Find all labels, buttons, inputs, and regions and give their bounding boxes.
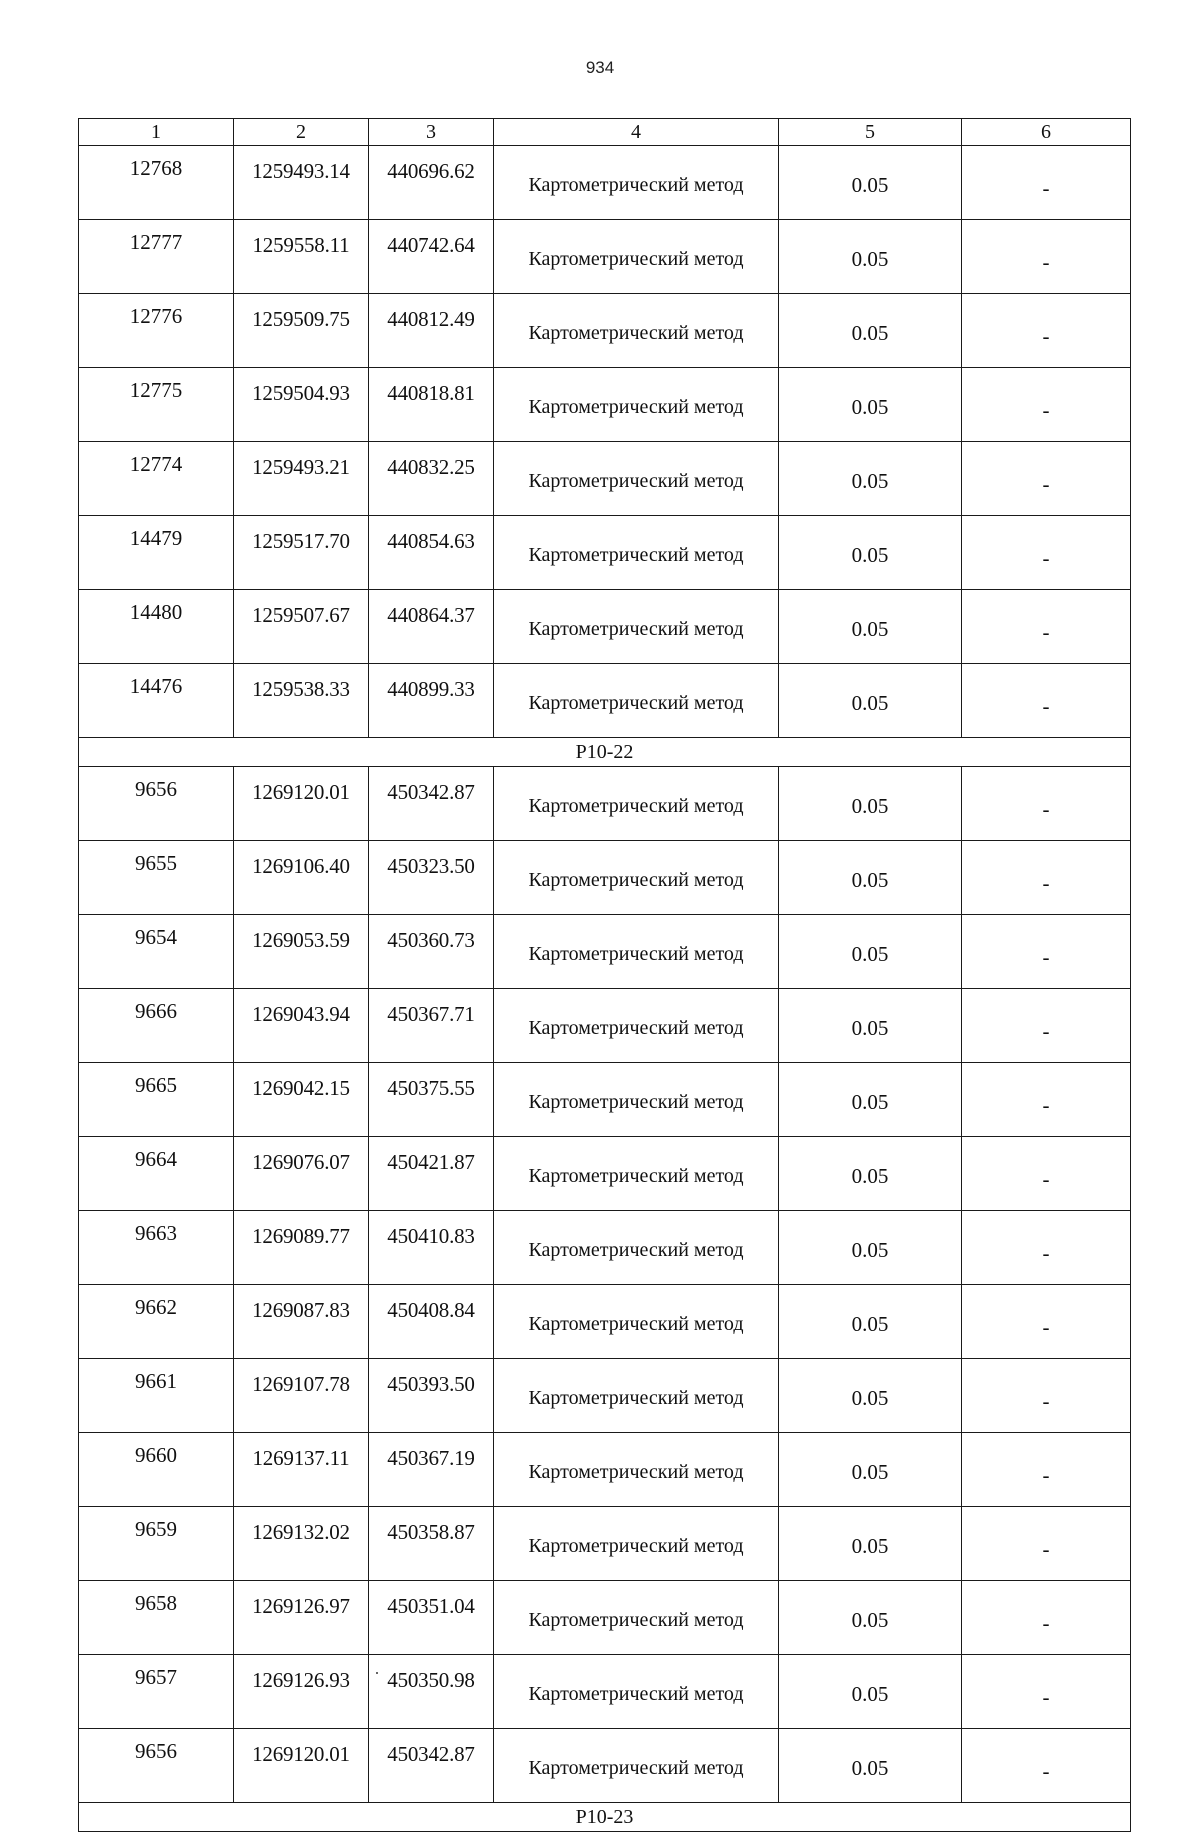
table-row [79, 1729, 1131, 1803]
note-cell: - [962, 1581, 1131, 1655]
table-row [79, 442, 1131, 516]
page-number: 934 [585, 58, 615, 77]
table-row [79, 1433, 1131, 1507]
point-number-cell: 14480 [79, 590, 234, 664]
note-cell: - [962, 767, 1131, 841]
x-coordinate-cell: 1269126.97 [234, 1581, 369, 1655]
accuracy-cell: 0.05 [779, 1433, 962, 1507]
x-coordinate-cell: 1269053.59 [234, 915, 369, 989]
column-header: 1 [79, 119, 234, 146]
note-cell: - [962, 1729, 1131, 1803]
point-number-cell: 12774 [79, 442, 234, 516]
method-cell: Картометрический метод [494, 915, 779, 989]
point-number-cell: 9656 [79, 767, 234, 841]
point-number-cell: 9661 [79, 1359, 234, 1433]
accuracy-cell: 0.05 [779, 1211, 962, 1285]
point-number-cell: 12768 [79, 146, 234, 220]
accuracy-cell: 0.05 [779, 294, 962, 368]
table-row [79, 1507, 1131, 1581]
method-cell: Картометрический метод [494, 590, 779, 664]
x-coordinate-cell: 1259509.75 [234, 294, 369, 368]
point-number-cell: 12777 [79, 220, 234, 294]
accuracy-cell: 0.05 [779, 516, 962, 590]
x-coordinate-cell: 1269120.01 [234, 1729, 369, 1803]
point-number-cell: 9654 [79, 915, 234, 989]
point-number-cell: 14476 [79, 664, 234, 738]
accuracy-cell: 0.05 [779, 146, 962, 220]
note-cell: - [962, 989, 1131, 1063]
method-cell: Картометрический метод [494, 664, 779, 738]
y-coordinate-cell: 450408.84 [369, 1285, 494, 1359]
table-row [79, 841, 1131, 915]
method-cell: Картометрический метод [494, 989, 779, 1063]
x-coordinate-cell: 1259507.67 [234, 590, 369, 664]
y-coordinate-cell: 440832.25 [369, 442, 494, 516]
point-number-cell: 9663 [79, 1211, 234, 1285]
x-coordinate-cell: 1259517.70 [234, 516, 369, 590]
table-row [79, 516, 1131, 590]
method-cell: Картометрический метод [494, 1063, 779, 1137]
point-number-cell: 12775 [79, 368, 234, 442]
y-coordinate-cell: 450351.04 [369, 1581, 494, 1655]
y-coordinate-cell: 450367.71 [369, 989, 494, 1063]
note-cell: - [962, 146, 1131, 220]
table-row [79, 1063, 1131, 1137]
method-cell: Картометрический метод [494, 442, 779, 516]
accuracy-cell: 0.05 [779, 1285, 962, 1359]
column-header: 3 [369, 119, 494, 146]
point-number-cell: 12776 [79, 294, 234, 368]
method-cell: Картометрический метод [494, 516, 779, 590]
point-number-cell: 9660 [79, 1433, 234, 1507]
note-cell: - [962, 220, 1131, 294]
y-coordinate-cell: 440864.37 [369, 590, 494, 664]
note-cell: - [962, 915, 1131, 989]
column-header: 5 [779, 119, 962, 146]
method-cell: Картометрический метод [494, 146, 779, 220]
table-row [79, 220, 1131, 294]
x-coordinate-cell: 1259493.21 [234, 442, 369, 516]
column-header: 6 [962, 119, 1131, 146]
table-row [79, 1137, 1131, 1211]
x-coordinate-cell: 1269137.11 [234, 1433, 369, 1507]
y-coordinate-cell: 450393.50 [369, 1359, 494, 1433]
x-coordinate-cell: 1269120.01 [234, 767, 369, 841]
accuracy-cell: 0.05 [779, 1729, 962, 1803]
section-title-row [79, 738, 1131, 767]
method-cell: Картометрический метод [494, 1655, 779, 1729]
accuracy-cell: 0.05 [779, 1137, 962, 1211]
note-cell: - [962, 1137, 1131, 1211]
table-row [79, 1285, 1131, 1359]
accuracy-cell: 0.05 [779, 1063, 962, 1137]
table-row [79, 146, 1131, 220]
note-cell: - [962, 590, 1131, 664]
coordinates-table [78, 118, 1131, 1832]
point-number-cell: 9656 [79, 1729, 234, 1803]
method-cell: Картометрический метод [494, 1433, 779, 1507]
x-coordinate-cell: 1269106.40 [234, 841, 369, 915]
section-title-row [79, 1803, 1131, 1832]
note-cell: - [962, 1285, 1131, 1359]
y-coordinate-cell: 450358.87 [369, 1507, 494, 1581]
method-cell: Картометрический метод [494, 1285, 779, 1359]
table-row [79, 767, 1131, 841]
accuracy-cell: 0.05 [779, 1655, 962, 1729]
point-number-cell: 9662 [79, 1285, 234, 1359]
x-coordinate-cell: 1269042.15 [234, 1063, 369, 1137]
y-coordinate-cell: 450323.50 [369, 841, 494, 915]
point-number-cell: 9657 [79, 1655, 234, 1729]
x-coordinate-cell: 1269126.93 [234, 1655, 369, 1729]
note-cell: - [962, 1655, 1131, 1729]
table-header-row [79, 119, 1131, 146]
method-cell: Картометрический метод [494, 1211, 779, 1285]
accuracy-cell: 0.05 [779, 590, 962, 664]
method-cell: Картометрический метод [494, 1507, 779, 1581]
table-row [79, 1211, 1131, 1285]
method-cell: Картометрический метод [494, 368, 779, 442]
y-coordinate-cell: 450360.73 [369, 915, 494, 989]
table-row [79, 989, 1131, 1063]
method-cell: Картометрический метод [494, 220, 779, 294]
note-cell: - [962, 368, 1131, 442]
table-body [79, 119, 1131, 1832]
accuracy-cell: 0.05 [779, 767, 962, 841]
point-number-cell: 9659 [79, 1507, 234, 1581]
point-number-cell: 9666 [79, 989, 234, 1063]
section-title: Р10-22 [79, 738, 1131, 767]
note-cell: - [962, 516, 1131, 590]
table-row [79, 368, 1131, 442]
point-number-cell: 9664 [79, 1137, 234, 1211]
method-cell: Картометрический метод [494, 841, 779, 915]
x-coordinate-cell: 1259558.11 [234, 220, 369, 294]
column-header: 2 [234, 119, 369, 146]
note-cell: - [962, 1507, 1131, 1581]
accuracy-cell: 0.05 [779, 220, 962, 294]
x-coordinate-cell: 1259493.14 [234, 146, 369, 220]
y-coordinate-cell: 450342.87 [369, 1729, 494, 1803]
y-coordinate-cell: 440899.33 [369, 664, 494, 738]
note-cell: - [962, 1359, 1131, 1433]
y-coordinate-cell: 440696.62 [369, 146, 494, 220]
x-coordinate-cell: 1259504.93 [234, 368, 369, 442]
method-cell: Картометрический метод [494, 767, 779, 841]
x-coordinate-cell: 1269076.07 [234, 1137, 369, 1211]
note-cell: - [962, 841, 1131, 915]
note-cell: - [962, 1211, 1131, 1285]
note-cell: - [962, 442, 1131, 516]
method-cell: Картометрический метод [494, 1137, 779, 1211]
y-coordinate-cell: 440812.49 [369, 294, 494, 368]
x-coordinate-cell: 1259538.33 [234, 664, 369, 738]
table-row [79, 664, 1131, 738]
note-cell: - [962, 294, 1131, 368]
accuracy-cell: 0.05 [779, 841, 962, 915]
accuracy-cell: 0.05 [779, 1359, 962, 1433]
point-number-cell: 9655 [79, 841, 234, 915]
accuracy-cell: 0.05 [779, 1507, 962, 1581]
table-row [79, 1655, 1131, 1729]
note-cell: - [962, 1433, 1131, 1507]
scan-speck [376, 1672, 378, 1674]
method-cell: Картометрический метод [494, 1359, 779, 1433]
x-coordinate-cell: 1269132.02 [234, 1507, 369, 1581]
table-row [79, 915, 1131, 989]
x-coordinate-cell: 1269107.78 [234, 1359, 369, 1433]
section-title: Р10-23 [79, 1803, 1131, 1832]
point-number-cell: 14479 [79, 516, 234, 590]
note-cell: - [962, 664, 1131, 738]
y-coordinate-cell: 450350.98 [369, 1655, 494, 1729]
y-coordinate-cell: 450421.87 [369, 1137, 494, 1211]
table-row [79, 590, 1131, 664]
x-coordinate-cell: 1269043.94 [234, 989, 369, 1063]
accuracy-cell: 0.05 [779, 664, 962, 738]
note-cell: - [962, 1063, 1131, 1137]
table-row [79, 1581, 1131, 1655]
accuracy-cell: 0.05 [779, 442, 962, 516]
accuracy-cell: 0.05 [779, 368, 962, 442]
y-coordinate-cell: 450342.87 [369, 767, 494, 841]
point-number-cell: 9658 [79, 1581, 234, 1655]
y-coordinate-cell: 450375.55 [369, 1063, 494, 1137]
x-coordinate-cell: 1269089.77 [234, 1211, 369, 1285]
y-coordinate-cell: 450410.83 [369, 1211, 494, 1285]
accuracy-cell: 0.05 [779, 1581, 962, 1655]
accuracy-cell: 0.05 [779, 915, 962, 989]
y-coordinate-cell: 450367.19 [369, 1433, 494, 1507]
method-cell: Картометрический метод [494, 1729, 779, 1803]
y-coordinate-cell: 440742.64 [369, 220, 494, 294]
method-cell: Картометрический метод [494, 294, 779, 368]
method-cell: Картометрический метод [494, 1581, 779, 1655]
x-coordinate-cell: 1269087.83 [234, 1285, 369, 1359]
point-number-cell: 9665 [79, 1063, 234, 1137]
y-coordinate-cell: 440854.63 [369, 516, 494, 590]
y-coordinate-cell: 440818.81 [369, 368, 494, 442]
column-header: 4 [494, 119, 779, 146]
accuracy-cell: 0.05 [779, 989, 962, 1063]
table-row [79, 1359, 1131, 1433]
table-row [79, 294, 1131, 368]
